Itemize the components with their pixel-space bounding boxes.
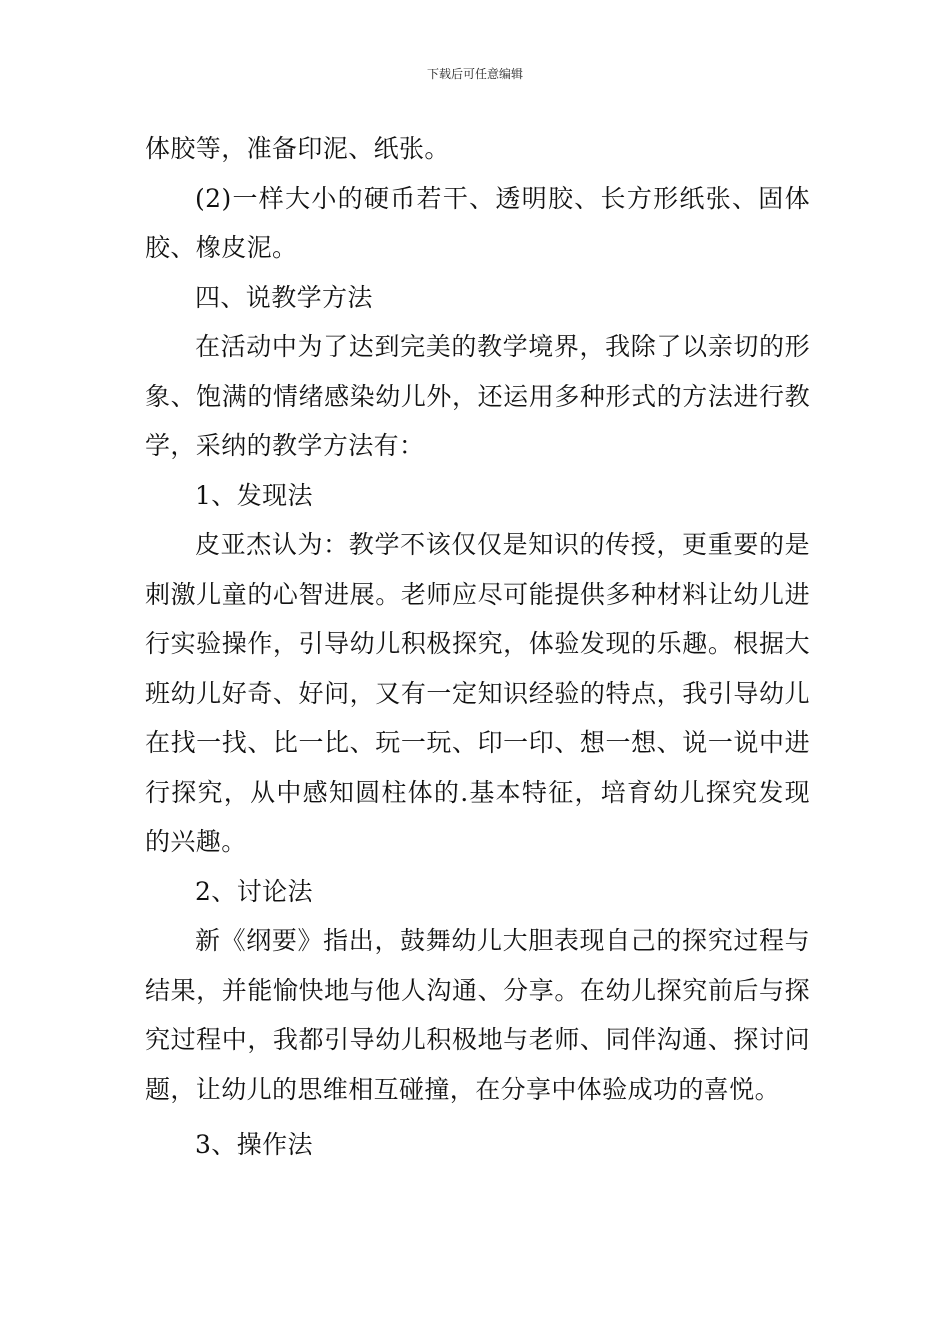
subheading-operation-method: 3、操作法 bbox=[195, 1130, 313, 1159]
paragraph-materials-list: (2)一样大小的硬币若干、透明胶、长方形纸张、固体胶、橡皮泥。 bbox=[145, 183, 810, 262]
paragraph-discovery-method: 皮亚杰认为：教学不该仅仅是知识的传授，更重要的是刺激儿童的心智进展。老师应尽可能提供多种材料让幼儿进行实验操作，引导幼儿积极探究，体验发现的乐趣。根据大班幼儿好奇、好问，又有一定知识经验的特点，我引导幼儿在找一找、比一比、玩一玩、印一印、想一想、说一说中进行探究，从中感知圆柱体的.基本特征，培育幼儿探究发现的兴趣。 bbox=[145, 530, 810, 856]
subheading-discovery-method: 1、发现法 bbox=[195, 480, 313, 510]
subheading-discussion-method: 2、讨论法 bbox=[195, 876, 313, 906]
document-body bbox=[145, 124, 810, 1170]
paragraph-discussion-method: 新《纲要》指出，鼓舞幼儿大胆表现自己的探究过程与结果，并能愉快地与他人沟通、分享。在幼儿探究前后与探究过程中，我都引导幼儿积极地与老师、同伴沟通、探讨问题，让幼儿的思维相互碰撞，在分享中体验成功的喜悦。 bbox=[145, 926, 810, 1104]
paragraph-materials-continued: 体胶等，准备印泥、纸张。 bbox=[145, 134, 450, 163]
section-heading-teaching-methods: 四、说教学方法 bbox=[195, 282, 373, 312]
page-header: 下载后可任意编辑 bbox=[426, 67, 523, 81]
paragraph-methods-intro: 在活动中为了达到完美的教学境界，我除了以亲切的形象、饱满的情绪感染幼儿外，还运用多种形式的方法进行教学，采纳的教学方法有： bbox=[145, 332, 810, 460]
